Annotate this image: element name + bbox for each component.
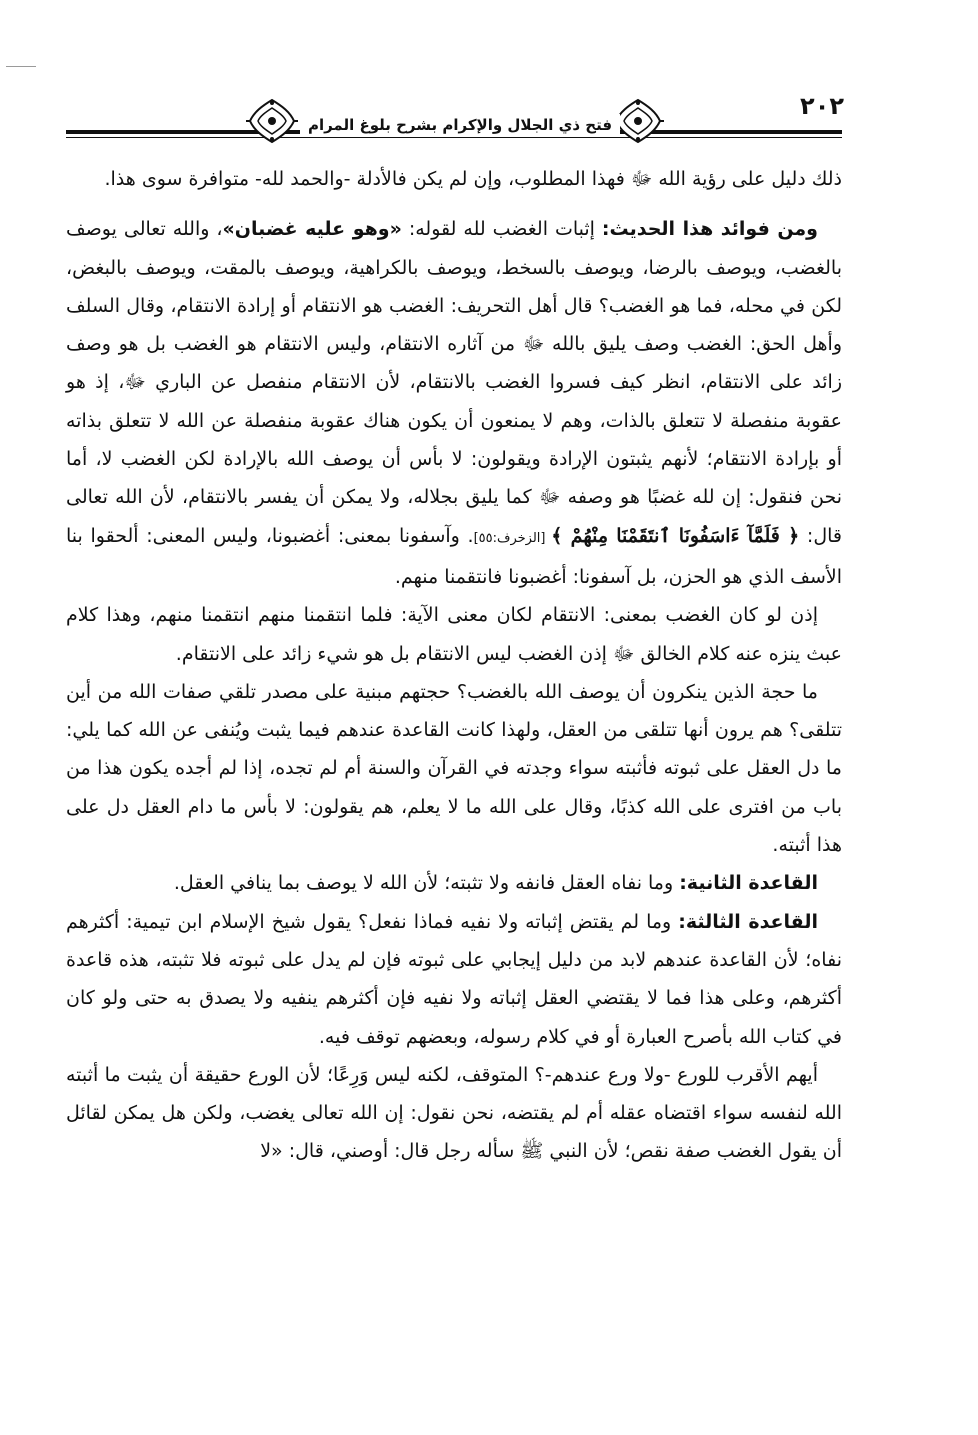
page-number: ٢٠٢ [764, 91, 844, 121]
paragraph-3: إذن لو كان الغضب بمعنى: الانتقام لكان معنى الآية: فلما انتقمنا منهم انتقمنا منهم، وهذا كلام عبث ينزه عنه كلام الخالق ﷻ إذن الغضب ليس الانتقام بل هو شيء زائد على الانتقام. [66, 604, 842, 665]
rule-heading: القاعدة الثالثة: [678, 910, 818, 933]
page-header [0, 0, 978, 150]
paragraph-2 [66, 210, 842, 596]
paragraph-4: ما حجة الذين ينكرون أن يوصف الله بالغضب؟ حجتهم مبنية على مصدر تلقي صفات الله من أين تتلقى؟ هم يرون أنها تتلقى من العقل، ولهذا كانت القاعدة عندهم فيما يثبت ويُنفى عن الله كما يلي: ما دل العقل على ثبوته فأثبته سواء وجدته في القرآن والسنة أم لم تجده، إذا لم أجده يكون هذا من باب من افترى على الله كذبًا، وقال على الله ما لا يعلم، هم يقولون: لا بأس ما دام العقل دل على هذا أثبته. [66, 680, 842, 857]
ornament-left-icon [246, 96, 298, 146]
paragraph-5 [66, 864, 842, 902]
paragraph-text: وما نفاه العقل فانفه ولا تثبته؛ لأن الله لا يوصف بما ينافي العقل. [173, 872, 680, 895]
paragraph-7: أيهم الأقرب للورع -ولا ورع عندهم-؟ المتوقف، لكنه ليس وَرِعًا؛ لأن الورع حقيقة أن يثبت ما أثبته الله لنفسه سواء اقتضاه عقله أم لم يقتضه، نحن نقول: إن الله تعالى يغضب، ولكن هل يمكن لقائل أن يقول الغضب صفة نقص؛ لأن النبي ﷺ سأله رجل قال: أوصني، قال: «لا [66, 1063, 842, 1163]
paragraph-text: ، والله تعالى يوصف بالغضب، ويوصف بالرضا، ويوصف بالسخط، ويوصف بالكراهية، ويوصف بالمقت، ويوصف بالبغض، لكن في محله، فما هو الغضب؟ قال أهل التحريف: الغضب هو الانتقام أو إرادة الانتقام، وقال السلف وأهل الحق: الغضب وصف يليق بالله ﷻ من آثاره الانتقام، وليس الانتقام هو الغضب بل هو وصف زائد على الانتقام، انظر كيف فسروا الغضب بالانتقام، لأن الانتقام منفصل عن الباري ﷻ، إذ هو عقوبة منفصلة لا تتعلق بالذات، وهم لا يمنعون أن يكون هناك عقوبة منفصلة عن الله لا تتعلق بذاته أو بإرادة الانتقام؛ لأنهم يثبتون الإرادة ويقولون: لا بأس أن يوصف الله بالإرادة لكن الغضب لا، أما نحن فنقول: إن لله غضبًا هو وصفه ﷻ كما يليق بجلاله، ولا يمكن أن يفسر بالانتقام، لأن الله تعالى قال: [66, 218, 842, 547]
hadith-quote: «وهو عليه غضبان» [222, 218, 402, 241]
paragraph-text: إثبات الغضب لله لقوله: [401, 218, 602, 241]
paragraph-text: وما لم يقتض إثباته ولا نفيه فماذا نفعل؟ يقول شيخ الإسلام ابن تيمية: أكثرهم نفاه؛ لأن القاعدة عندهم لابد من دليل إيجابي على ثبوته فإن لم يدل على ثبوته فلا تثبته، هذه قاعدة أكثرهم، وعلى هذا فما لا يقتضي العقل إثباته ولا نفيه فإن أكثرهم ينفيه ولا يصدق به حتى ولو كان في كتاب الله بأصرح العبارة أو في كلام رسوله، وبعضهم توقف فيه. [66, 910, 842, 1048]
paragraph-6 [66, 903, 842, 1056]
quran-verse: ﴿ فَلَمَّآ ءَاسَفُونَا ٱنتَقَمْنَا مِنْهُمْ ﴾ [551, 524, 800, 547]
paragraph-lead: ومن فوائد هذا الحديث: [601, 218, 818, 241]
verse-reference: [الزخرف:٥٥] [473, 530, 552, 546]
rule-heading: القاعدة الثانية: [679, 872, 818, 895]
paragraph-text: . وآسفونا بمعنى: أغضبونا، وليس المعنى: ألحقوا بنا الأسف الذي هو الحزن، بل آسفونا: أغضبونا فانتقمنا منهم. [66, 524, 842, 588]
paragraph-1: ذلك دليل على رؤية الله ﷻ فهذا المطلوب، وإن لم يكن فالأدلة -والحمد لله- متوافرة سوى هذا. [104, 168, 842, 190]
header-rule-thin [66, 137, 842, 138]
book-title: فتح ذي الجلال والإكرام بشرح بلوغ المرام [300, 114, 620, 136]
page-body [66, 160, 842, 1171]
